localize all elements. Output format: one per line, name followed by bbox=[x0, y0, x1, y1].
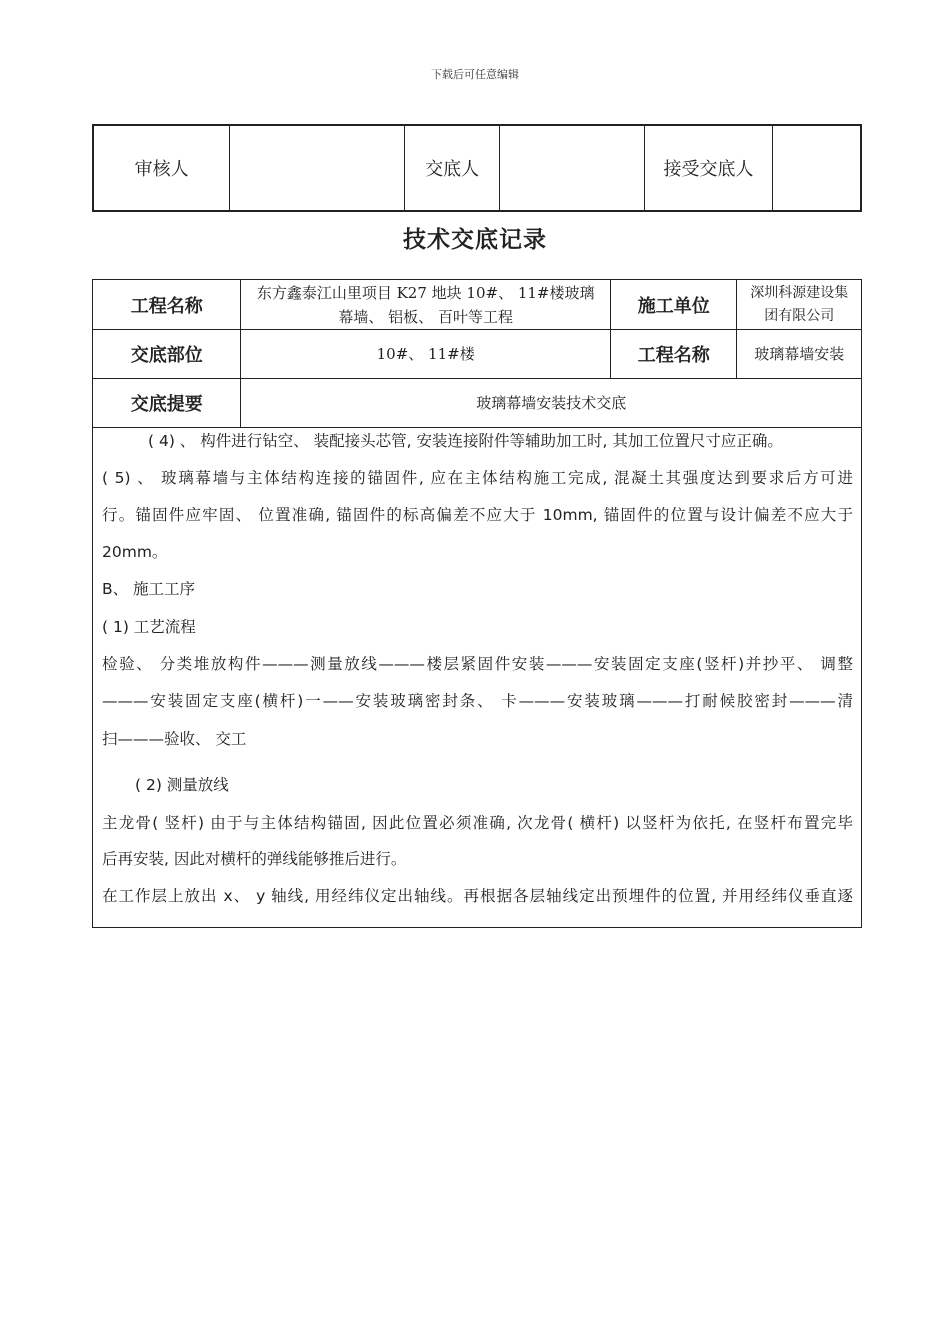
contractor-line2: 团有限公司 bbox=[764, 307, 835, 324]
section-heading: B、 施工工序 bbox=[102, 580, 196, 598]
body-line: 扫———验收、 交工 bbox=[102, 730, 247, 748]
receiver-label: 接受交底人 bbox=[645, 125, 772, 211]
signature-table bbox=[92, 124, 862, 212]
project-name2-label: 工程名称 bbox=[610, 330, 737, 379]
presenter-value bbox=[500, 125, 645, 211]
disclosure-body bbox=[92, 425, 862, 928]
body-line: 20mm。 bbox=[102, 543, 168, 561]
part-value: 10#、 11#楼 bbox=[241, 330, 611, 379]
header-note: 下载后可任意编辑 bbox=[431, 68, 519, 81]
presenter-label: 交底人 bbox=[404, 125, 499, 211]
body-line: 行。锚固件应牢固、 位置准确, 锚固件的标高偏差不应大于 10mm, 锚固件的位置与设计偏差不应大于 bbox=[102, 506, 853, 524]
page-title: 技术交底记录 bbox=[403, 226, 547, 253]
body-line: ( 5) 、 玻璃幕墙与主体结构连接的锚固件, 应在主体结构施工完成, 混凝土其强度达到要求后方可进 bbox=[102, 469, 853, 487]
body-line: 后再安装, 因此对横杆的弹线能够推后进行。 bbox=[102, 850, 407, 868]
info-table bbox=[92, 279, 862, 428]
body-line: 检验、 分类堆放构件———测量放线———楼层紧固件安装———安装固定支座(竖杆)并抄平、 调整 bbox=[102, 655, 853, 673]
contractor-line1: 深圳科源建设集 bbox=[750, 284, 849, 301]
body-line: 在工作层上放出 x、 y 轴线, 用经纬仪定出轴线。再根据各层轴线定出预埋件的位置, 并用经纬仪垂直逐 bbox=[102, 887, 853, 905]
body-line: ———安装固定支座(横杆)一——安装玻璃密封条、 卡———安装玻璃———打耐候胶密封———清 bbox=[102, 692, 853, 710]
reviewer-value bbox=[230, 125, 405, 211]
part-label: 交底部位 bbox=[93, 330, 241, 379]
contractor-label: 施工单位 bbox=[610, 280, 737, 330]
project-name-line2: 幕墙、 铝板、 百叶等工程 bbox=[338, 307, 513, 326]
project-name-value bbox=[241, 280, 611, 330]
subsection-heading: ( 2) 测量放线 bbox=[135, 776, 229, 794]
reviewer-label: 审核人 bbox=[93, 125, 230, 211]
body-line: 主龙骨( 竖杆) 由于与主体结构锚固, 因此位置必须准确, 次龙骨( 横杆) 以竖杆为依托, 在竖杆布置完毕 bbox=[102, 814, 853, 832]
receiver-value bbox=[772, 125, 861, 211]
summary-label: 交底提要 bbox=[93, 379, 241, 428]
project-name-line1: 东方鑫泰江山里项目 K27 地块 10#、 11#楼玻璃 bbox=[256, 283, 595, 302]
project-name2-value: 玻璃幕墙安装 bbox=[737, 330, 862, 379]
body-line: ( 4) 、 构件进行钻空、 装配接头芯管, 安装连接附件等辅助加工时, 其加工位置尺寸应正确。 bbox=[148, 432, 783, 450]
subsection-heading: ( 1) 工艺流程 bbox=[102, 618, 196, 636]
project-name-label: 工程名称 bbox=[93, 280, 241, 330]
contractor-value bbox=[737, 280, 862, 330]
summary-value: 玻璃幕墙安装技术交底 bbox=[241, 379, 862, 428]
